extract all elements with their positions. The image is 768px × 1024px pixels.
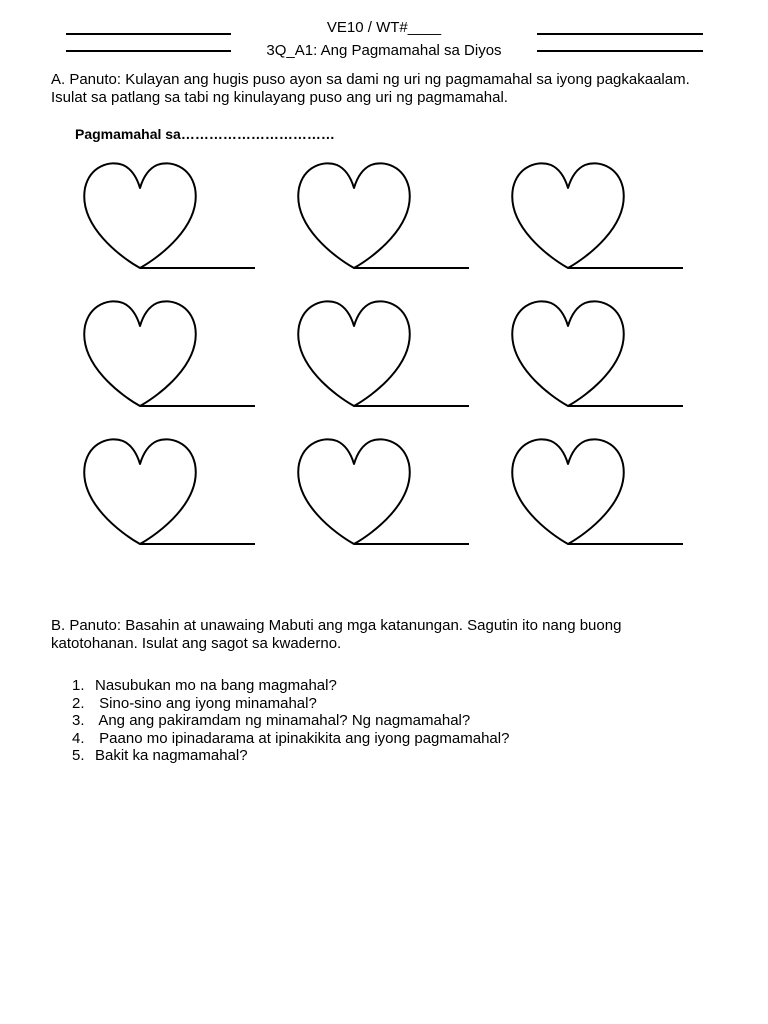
question-list [72,677,509,765]
section-a-instructions: A. Panuto: Kulayan ang hugis puso ayon sa dami ng uri ng pagmamahal sa iyong pagkakaalam. Isulat sa patlang sa tabi ng kinulayang puso ang uri ng pagmamahal. [51,71,690,106]
heart-outline-icon [298,301,469,406]
heart-outline-icon [84,301,255,406]
heart-outline-icon [84,163,255,268]
question-item: 2. Sino-sino ang iyong minamahal? [72,694,317,712]
question-item: 1. Nasubukan mo na bang magmahal? [72,677,337,694]
heart-outline-icon [298,163,469,268]
heart-outline-icon [512,301,683,406]
heart-outline-icon [512,439,683,544]
question-item: 3. Ang ang pakiramdam ng minamahal? Ng nagmamahal? [72,712,471,729]
section-b-instructions: B. Panuto: Basahin at unawaing Mabuti ang mga katanungan. Sagutin ito nang buong katotohanan. Isulat ang sagot sa kwaderno. [51,617,622,652]
question-item: 5. Bakit ka nagmamahal? [72,747,248,764]
worksheet-code: VE10 / WT#____ [326,19,442,36]
heart-outline-icon [298,439,469,544]
heart-outline-icon [84,439,255,544]
question-item: 4. Paano mo ipinadarama at ipinakikita ang iyong pagmamahal? [72,729,510,747]
love-for-subheading: Pagmamahal sa…………………………… [75,126,335,142]
heart-outline-icon [512,163,683,268]
worksheet-title: 3Q_A1: Ang Pagmamahal sa Diyos [266,42,502,59]
